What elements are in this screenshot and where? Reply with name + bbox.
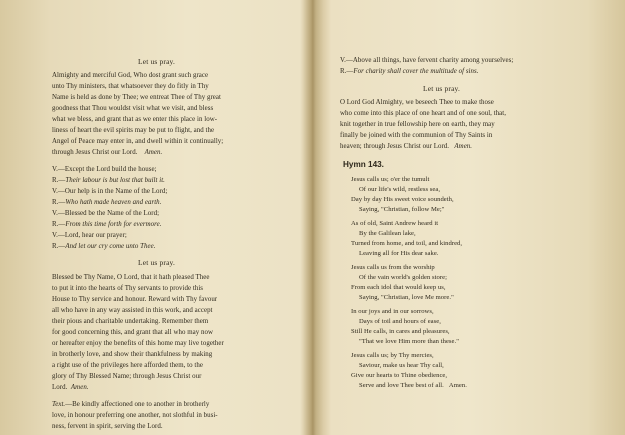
response-text: Their labour is but lost that built it. bbox=[65, 177, 165, 184]
versicle-text: Lord, hear our prayer; bbox=[64, 232, 127, 239]
prayer-line: glory of Thy Blessed Name; through Jesus Christ our bbox=[52, 373, 202, 380]
let-us-pray-heading: Let us pray. bbox=[423, 84, 461, 93]
verse-line: Saviour, make us hear Thy call, bbox=[359, 362, 444, 369]
response-line bbox=[340, 69, 479, 76]
response-text: Who hath made heaven and earth. bbox=[65, 199, 162, 206]
verse-line: In our joys and in our sorrows, bbox=[351, 308, 434, 315]
verse-line: Days of toil and hours of ease, bbox=[359, 318, 441, 325]
versicle-line bbox=[52, 211, 159, 218]
prayer-line: or hereafter enjoy the benefits of this home may live together bbox=[52, 340, 224, 347]
amen-text: Amen. bbox=[454, 143, 473, 150]
prayer-line: unto Thy ministers, that whatsoever they do fitly in Thy bbox=[52, 83, 209, 90]
text-line bbox=[52, 402, 209, 409]
versicle-text: Above all things, have fervent charity among yourselves; bbox=[352, 57, 514, 64]
response-label: R.— bbox=[52, 243, 66, 250]
verse-line: Leaving all for His dear sake. bbox=[359, 250, 439, 257]
response-label: R.— bbox=[52, 199, 66, 206]
verse-line: Jesus calls us from the worship bbox=[351, 264, 435, 271]
prayer-line: for good concerning this, and grant that all who may now bbox=[52, 329, 214, 336]
verse-line: Jesus calls us; by Thy mercies, bbox=[351, 352, 434, 359]
prayer-line bbox=[340, 144, 472, 151]
response-label: R.— bbox=[340, 68, 354, 75]
prayer-line: what we bless, and grant that as we enter this place in low- bbox=[52, 116, 218, 123]
versicle-label: V.— bbox=[340, 57, 353, 64]
prayer-line: all who have in any way assisted in this work, and accept bbox=[52, 307, 213, 314]
amen-text: Amen. bbox=[70, 384, 89, 391]
versicle-line bbox=[52, 189, 167, 196]
versicle-text: Blessed be the Name of the Lord; bbox=[64, 210, 160, 217]
verse-line: From each idol that would keep us, bbox=[351, 284, 446, 291]
prayer-line: Angel of Peace may enter in, and dwell within it continually; bbox=[52, 138, 224, 145]
prayer-line: knit together in true fellowship here on earth, they may bbox=[340, 121, 495, 128]
amen-text: Amen. bbox=[144, 149, 163, 156]
prayer-text: through Jesus Christ our Lord. bbox=[52, 149, 138, 156]
prayer-line bbox=[52, 385, 89, 392]
response-line bbox=[52, 244, 156, 251]
amen-text: Amen. bbox=[448, 382, 467, 389]
response-text: And let our cry come unto Thee. bbox=[65, 243, 156, 250]
verse-line: Jesus calls us; o'er the tumult bbox=[351, 176, 430, 183]
left-page bbox=[0, 0, 312, 435]
verse-line: Day by day His sweet voice soundeth, bbox=[351, 196, 454, 203]
verse-line: Of the vain world's golden store; bbox=[359, 274, 447, 281]
versicle-label: V.— bbox=[52, 210, 65, 217]
prayer-line: a right use of the privileges here afforded them, to the bbox=[52, 362, 203, 369]
prayer-line: who come into this place of one heart and of one soul, that, bbox=[340, 110, 507, 117]
verse-line: As of old, Saint Andrew heard it bbox=[351, 220, 439, 227]
versicle-line bbox=[52, 167, 157, 174]
text-content: —Be kindly affectioned one to another in brotherly bbox=[65, 401, 210, 408]
verse-line: "That we love Him more than these." bbox=[359, 338, 459, 345]
response-label: R.— bbox=[52, 177, 66, 184]
versicle-text: Our help is in the Name of the Lord; bbox=[64, 188, 168, 195]
verse-line: By the Galilean lake, bbox=[359, 230, 416, 237]
verse-line: Turned from home, and toil, and kindred, bbox=[351, 240, 463, 247]
prayer-line: House to Thy service and honour. Reward with Thy favour bbox=[52, 296, 218, 303]
response-text: From this time forth for evermore. bbox=[65, 221, 162, 228]
text-label: Text. bbox=[52, 401, 66, 408]
prayer-text: Lord. bbox=[52, 384, 68, 391]
versicle-label: V.— bbox=[52, 188, 65, 195]
verse-line bbox=[359, 383, 467, 390]
prayer-line: Almighty and merciful God, Who dost grant such grace bbox=[52, 72, 209, 79]
response-line bbox=[52, 200, 161, 207]
versicle-line bbox=[340, 58, 513, 65]
verse-line: Of our life's wild, restless sea, bbox=[359, 186, 441, 193]
right-page bbox=[313, 0, 625, 435]
prayer-line bbox=[52, 150, 162, 157]
versicle-label: V.— bbox=[52, 166, 65, 173]
verse-line: Saying, "Christian, love Me more." bbox=[359, 294, 454, 301]
let-us-pray-heading: Let us pray. bbox=[138, 57, 176, 66]
prayer-line: Name is held as done by Thee; we entreat Thee of Thy great bbox=[52, 94, 221, 101]
response-text: For charity shall cover the multitude of sins. bbox=[353, 68, 479, 75]
prayer-text: heaven; through Jesus Christ our Lord. bbox=[340, 143, 450, 150]
verse-line: Give our hearts to Thine obedience, bbox=[351, 372, 448, 379]
response-label: R.— bbox=[52, 221, 66, 228]
prayer-line: their pious and charitable undertaking. Remember them bbox=[52, 318, 209, 325]
prayer-line: Blessed be Thy Name, O Lord, that it hath pleased Thee bbox=[52, 274, 210, 281]
response-line bbox=[52, 178, 165, 185]
prayer-line: finally be joined with the communion of Thy Saints in bbox=[340, 132, 493, 139]
hymn-title: Hymn 143. bbox=[343, 160, 384, 169]
text-line: ness, fervent in spirit, serving the Lord. bbox=[52, 423, 163, 430]
text-line: love, in honour preferring one another, not slothful in busi- bbox=[52, 412, 218, 419]
versicle-label: V.— bbox=[52, 232, 65, 239]
let-us-pray-heading: Let us pray. bbox=[138, 258, 176, 267]
verse-line: Still He calls, in cares and pleasures, bbox=[351, 328, 450, 335]
prayer-line: liness of heart the evil spirits may be put to flight, and the bbox=[52, 127, 215, 134]
response-line bbox=[52, 222, 161, 229]
prayer-line: in brotherly love, and show their thankfulness by making bbox=[52, 351, 213, 358]
prayer-line: O Lord God Almighty, we beseech Thee to make those bbox=[340, 99, 494, 106]
prayer-line: to put it into the hearts of Thy servants to provide this bbox=[52, 285, 204, 292]
versicle-text: Except the Lord build the house; bbox=[64, 166, 157, 173]
prayer-line: goodness that Thou wouldst visit what we visit, and bless bbox=[52, 105, 214, 112]
verse-text: Serve and love Thee best of all. bbox=[359, 382, 444, 389]
versicle-line bbox=[52, 233, 127, 240]
verse-line: Saying, "Christian, follow Me;" bbox=[359, 206, 445, 213]
